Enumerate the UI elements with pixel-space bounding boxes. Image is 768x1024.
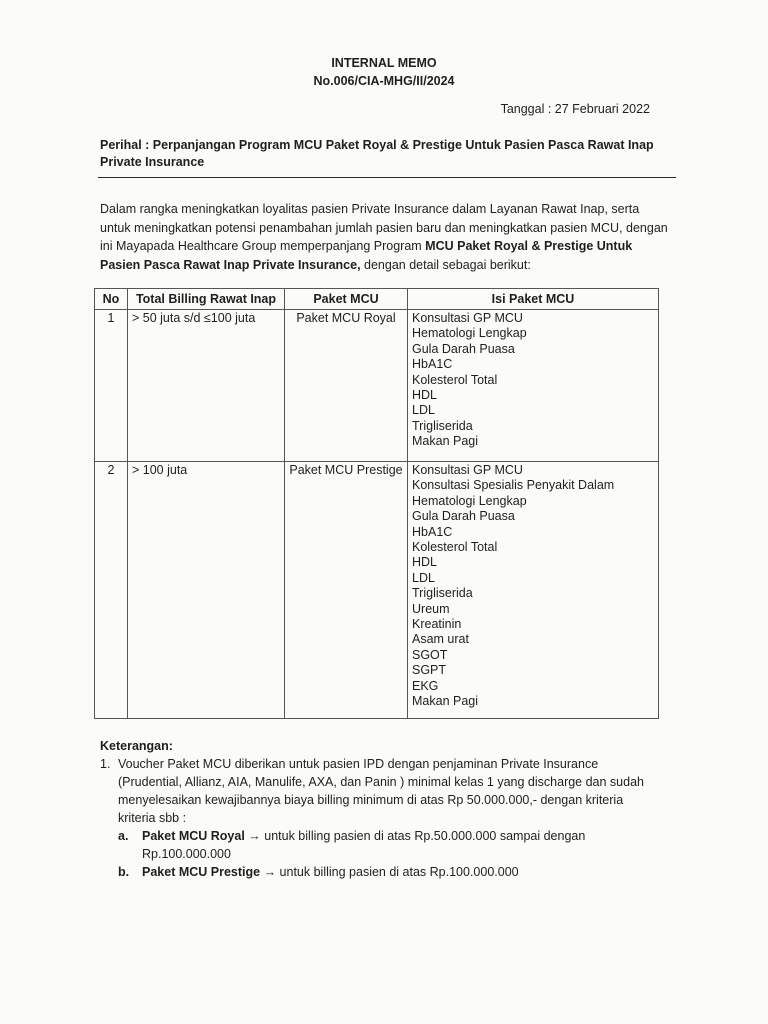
list-item: Asam urat [412,632,469,647]
note-sub-item-a [100,827,660,863]
list-item: Kolesterol Total [412,540,498,555]
list-item: Gula Darah Puasa [412,341,515,356]
header-package: Paket MCU [285,289,408,310]
table-row [95,310,659,462]
header-no: No [95,289,128,310]
list-item: Makan Pagi [412,694,479,709]
header-billing: Total Billing Rawat Inap [128,289,285,310]
sub-item-letter: a. [118,829,129,843]
list-item: Konsultasi GP MCU [412,463,523,477]
list-item: HbA1C [412,357,453,372]
sub-item-letter: b. [118,865,130,879]
row-package: Paket MCU Prestige [285,462,408,719]
intro-paragraph [100,200,668,274]
list-item: EKG [412,678,439,693]
list-item: SGPT [412,663,447,678]
sub-item-package-name: Paket MCU Prestige [142,865,261,879]
list-item: Trigliserida [412,586,473,601]
row-billing: > 50 juta s/d ≤100 juta [128,310,285,462]
row-package: Paket MCU Royal [285,310,408,462]
list-item: SGOT [412,647,448,662]
row-contents [408,462,659,719]
note-item [100,755,660,827]
horizontal-divider [98,177,676,178]
list-item: HDL [412,555,438,570]
list-item: Konsultasi Spesialis Penyakit Dalam [412,478,615,493]
list-item: Hematologi Lengkap [412,326,527,341]
notes-heading: Keterangan: [100,739,173,753]
row-no: 1 [95,310,128,462]
table-header-row [95,289,659,310]
package-table [94,288,659,719]
list-item: Ureum [412,601,450,616]
memo-title: INTERNAL MEMO [331,56,437,70]
intro-text-1: Dalam rangka meningkatkan loyalitas pasien Private Insurance dalam Layanan Rawat Inap, serta untuk meningkatkan potensi penambahan jumlah pasien baru dan meningkatkan pasien MCU, dengan ini Mayapada Healthcare Group memperpanjang Program [100,202,668,253]
intro-program-name: MCU Paket Royal & Prestige Untuk Pasien Pasca Rawat Inap Private Insurance, [100,239,633,272]
sub-item-text: → untuk billing pasien di atas Rp.50.000.000 sampai dengan Rp.100.000.000 [142,829,586,861]
list-item: LDL [412,570,435,585]
memo-date: Tanggal : 27 Februari 2022 [500,102,650,116]
row-billing: > 100 juta [128,462,285,719]
note-sub-item-b [100,863,660,881]
row-contents [408,310,659,462]
notes-section [100,737,660,881]
list-item: Gula Darah Puasa [412,509,515,524]
sub-item-text: → untuk billing pasien di atas Rp.100.000.000 [260,865,519,879]
memo-subject: Perihal : Perpanjangan Program MCU Paket Royal & Prestige Untuk Pasien Pasca Rawat Inap Private Insurance [100,138,654,169]
contents-list [412,311,654,450]
row-no: 2 [95,462,128,719]
list-item: HbA1C [412,524,453,539]
list-item: HDL [412,388,438,403]
list-item: Trigliserida [412,418,473,433]
note-text: Voucher Paket MCU diberikan untuk pasien IPD dengan penjaminan Private Insurance (Prudential, Allianz, AIA, Manulife, AXA, dan Panin ) minimal kelas 1 yang discharge dan sudah menyelesaikan kewajibannya biaya billing minimum di atas Rp 50.000.000,- dengan kriteria kriteria sbb : [118,757,644,825]
list-item: Makan Pagi [412,434,479,449]
table-row [95,462,659,719]
header-contents: Isi Paket MCU [408,289,659,310]
sub-item-package-name: Paket MCU Royal [142,829,245,843]
list-item: Kreatinin [412,617,462,632]
list-item: Konsultasi GP MCU [412,311,523,325]
intro-text-2: dengan detail sebagai berikut: [360,257,531,272]
list-item: Hematologi Lengkap [412,493,527,508]
list-item: Kolesterol Total [412,372,498,387]
note-number: 1. [100,757,111,771]
contents-list [412,463,654,710]
memo-number: No.006/CIA-MHG/II/2024 [313,74,455,88]
list-item: LDL [412,403,435,418]
